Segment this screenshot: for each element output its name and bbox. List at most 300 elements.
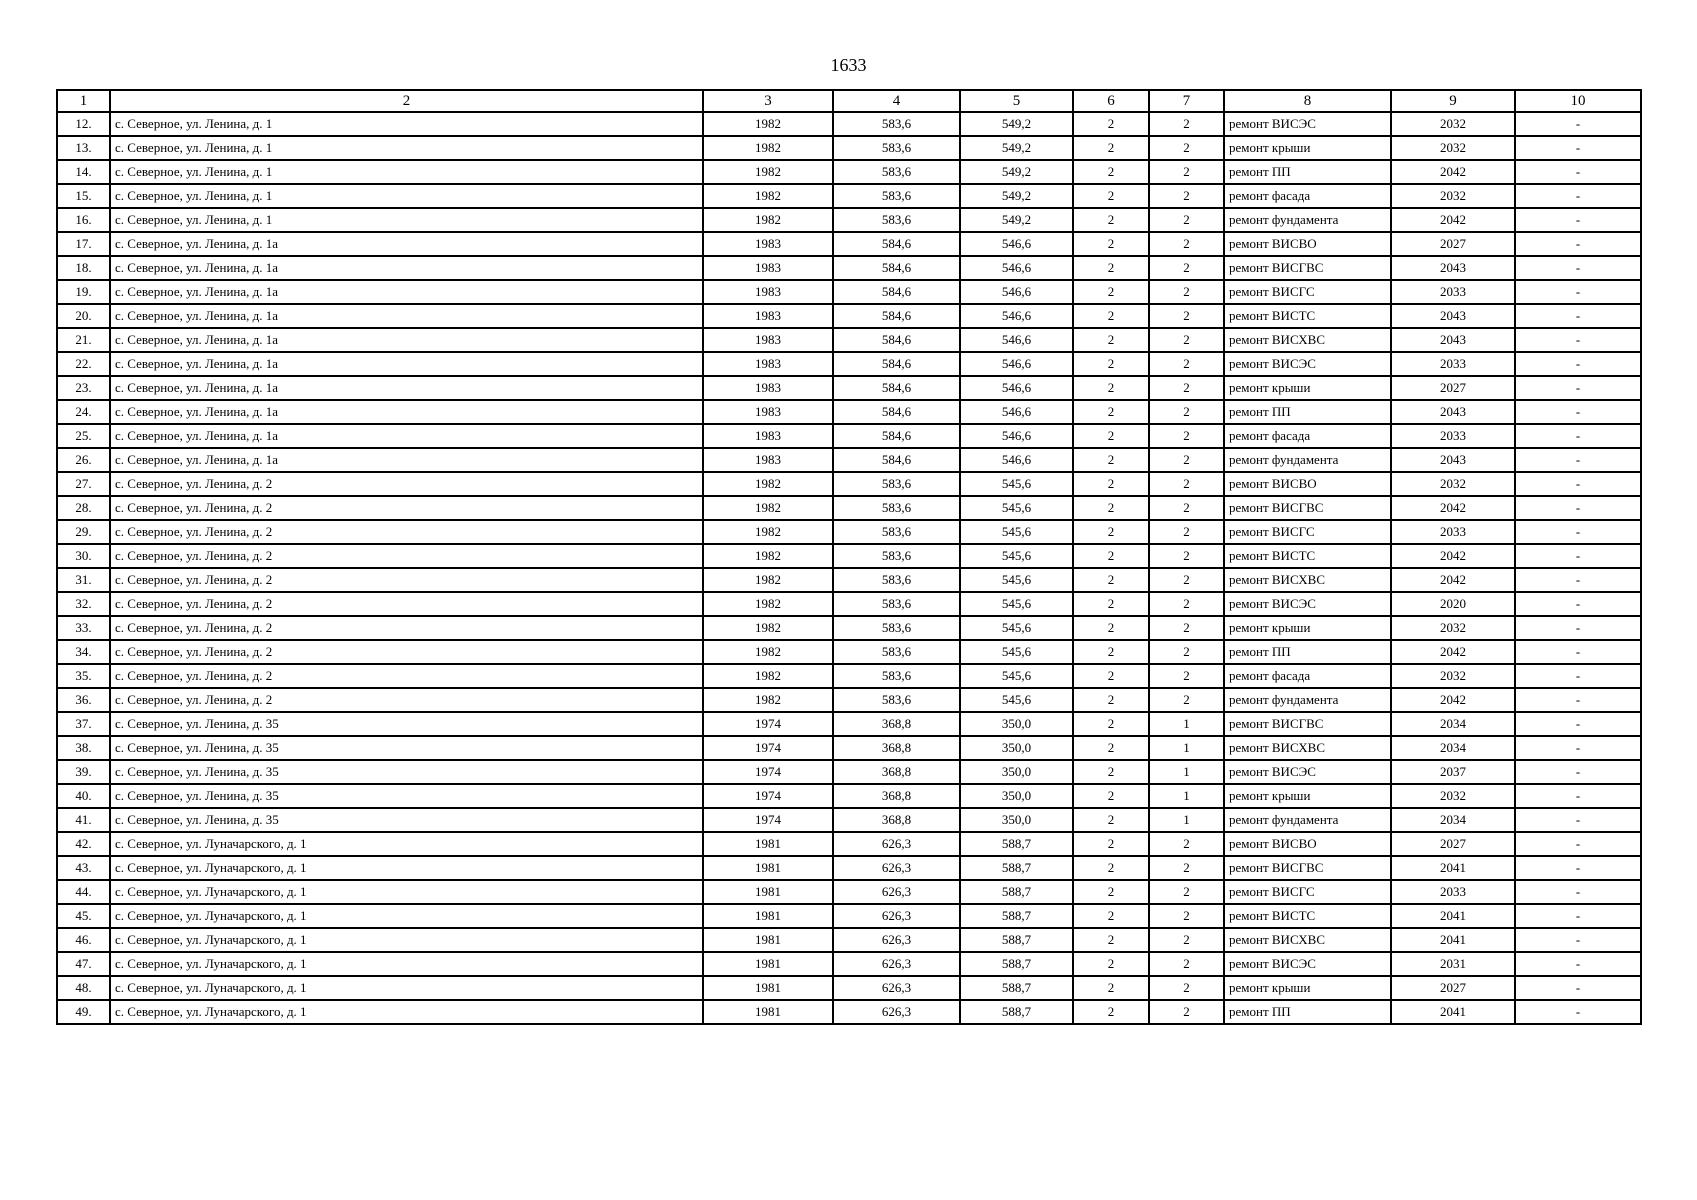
living-area-cell: 546,6 (960, 448, 1073, 472)
build-year-cell: 1982 (703, 544, 833, 568)
table-body (57, 112, 1641, 1024)
entrances-cell: 2 (1149, 928, 1224, 952)
floors-cell: 2 (1073, 208, 1149, 232)
note-cell: - (1515, 880, 1641, 904)
living-area-cell: 350,0 (960, 736, 1073, 760)
table-row (57, 520, 1641, 544)
column-header: 3 (703, 90, 833, 112)
build-year-cell: 1983 (703, 376, 833, 400)
total-area-cell: 584,6 (833, 424, 960, 448)
living-area-cell: 545,6 (960, 688, 1073, 712)
work-type-cell: ремонт ПП (1224, 400, 1391, 424)
row-number-cell: 48. (57, 976, 110, 1000)
table-row (57, 544, 1641, 568)
work-type-cell: ремонт ВИСТС (1224, 304, 1391, 328)
floors-cell: 2 (1073, 232, 1149, 256)
total-area-cell: 583,6 (833, 592, 960, 616)
entrances-cell: 2 (1149, 376, 1224, 400)
build-year-cell: 1982 (703, 616, 833, 640)
living-area-cell: 549,2 (960, 160, 1073, 184)
planned-year-cell: 2032 (1391, 472, 1515, 496)
planned-year-cell: 2033 (1391, 352, 1515, 376)
address-cell: с. Северное, ул. Луначарского, д. 1 (110, 832, 703, 856)
table-row (57, 712, 1641, 736)
planned-year-cell: 2027 (1391, 832, 1515, 856)
total-area-cell: 368,8 (833, 808, 960, 832)
build-year-cell: 1982 (703, 112, 833, 136)
work-type-cell: ремонт фасада (1224, 424, 1391, 448)
note-cell: - (1515, 952, 1641, 976)
floors-cell: 2 (1073, 136, 1149, 160)
build-year-cell: 1982 (703, 640, 833, 664)
living-area-cell: 546,6 (960, 352, 1073, 376)
living-area-cell: 545,6 (960, 640, 1073, 664)
living-area-cell: 588,7 (960, 976, 1073, 1000)
total-area-cell: 368,8 (833, 712, 960, 736)
row-number-cell: 24. (57, 400, 110, 424)
floors-cell: 2 (1073, 784, 1149, 808)
floors-cell: 2 (1073, 424, 1149, 448)
floors-cell: 2 (1073, 880, 1149, 904)
planned-year-cell: 2041 (1391, 904, 1515, 928)
row-number-cell: 46. (57, 928, 110, 952)
total-area-cell: 584,6 (833, 256, 960, 280)
row-number-cell: 34. (57, 640, 110, 664)
living-area-cell: 588,7 (960, 880, 1073, 904)
build-year-cell: 1981 (703, 928, 833, 952)
note-cell: - (1515, 472, 1641, 496)
note-cell: - (1515, 544, 1641, 568)
table-row (57, 448, 1641, 472)
build-year-cell: 1983 (703, 448, 833, 472)
note-cell: - (1515, 736, 1641, 760)
table-row (57, 568, 1641, 592)
build-year-cell: 1983 (703, 352, 833, 376)
row-number-cell: 33. (57, 616, 110, 640)
planned-year-cell: 2033 (1391, 424, 1515, 448)
note-cell: - (1515, 184, 1641, 208)
work-type-cell: ремонт крыши (1224, 976, 1391, 1000)
entrances-cell: 2 (1149, 472, 1224, 496)
row-number-cell: 49. (57, 1000, 110, 1024)
floors-cell: 2 (1073, 400, 1149, 424)
address-cell: с. Северное, ул. Луначарского, д. 1 (110, 880, 703, 904)
entrances-cell: 2 (1149, 568, 1224, 592)
living-area-cell: 588,7 (960, 832, 1073, 856)
work-type-cell: ремонт ВИСЭС (1224, 952, 1391, 976)
living-area-cell: 588,7 (960, 904, 1073, 928)
living-area-cell: 549,2 (960, 208, 1073, 232)
note-cell: - (1515, 928, 1641, 952)
entrances-cell: 2 (1149, 904, 1224, 928)
work-type-cell: ремонт крыши (1224, 616, 1391, 640)
entrances-cell: 2 (1149, 1000, 1224, 1024)
entrances-cell: 2 (1149, 856, 1224, 880)
total-area-cell: 583,6 (833, 112, 960, 136)
work-type-cell: ремонт ВИСХВС (1224, 928, 1391, 952)
planned-year-cell: 2042 (1391, 568, 1515, 592)
note-cell: - (1515, 712, 1641, 736)
total-area-cell: 583,6 (833, 640, 960, 664)
note-cell: - (1515, 232, 1641, 256)
total-area-cell: 626,3 (833, 880, 960, 904)
living-area-cell: 588,7 (960, 856, 1073, 880)
work-type-cell: ремонт ВИСХВС (1224, 568, 1391, 592)
table-row (57, 232, 1641, 256)
total-area-cell: 583,6 (833, 136, 960, 160)
entrances-cell: 2 (1149, 112, 1224, 136)
work-type-cell: ремонт фасада (1224, 664, 1391, 688)
address-cell: с. Северное, ул. Ленина, д. 2 (110, 640, 703, 664)
entrances-cell: 2 (1149, 208, 1224, 232)
floors-cell: 2 (1073, 928, 1149, 952)
note-cell: - (1515, 856, 1641, 880)
planned-year-cell: 2034 (1391, 712, 1515, 736)
table-row (57, 928, 1641, 952)
address-cell: с. Северное, ул. Ленина, д. 35 (110, 736, 703, 760)
table-row (57, 592, 1641, 616)
entrances-cell: 2 (1149, 280, 1224, 304)
address-cell: с. Северное, ул. Ленина, д. 1а (110, 280, 703, 304)
planned-year-cell: 2043 (1391, 448, 1515, 472)
work-type-cell: ремонт ВИСГС (1224, 880, 1391, 904)
note-cell: - (1515, 976, 1641, 1000)
address-cell: с. Северное, ул. Луначарского, д. 1 (110, 904, 703, 928)
entrances-cell: 2 (1149, 688, 1224, 712)
note-cell: - (1515, 760, 1641, 784)
total-area-cell: 584,6 (833, 352, 960, 376)
work-type-cell: ремонт ВИСВО (1224, 232, 1391, 256)
planned-year-cell: 2042 (1391, 640, 1515, 664)
work-type-cell: ремонт ВИСГВС (1224, 496, 1391, 520)
work-type-cell: ремонт крыши (1224, 376, 1391, 400)
total-area-cell: 626,3 (833, 904, 960, 928)
row-number-cell: 14. (57, 160, 110, 184)
note-cell: - (1515, 160, 1641, 184)
work-type-cell: ремонт ПП (1224, 1000, 1391, 1024)
work-type-cell: ремонт ПП (1224, 640, 1391, 664)
living-area-cell: 350,0 (960, 808, 1073, 832)
header-row (57, 90, 1641, 112)
build-year-cell: 1982 (703, 184, 833, 208)
build-year-cell: 1982 (703, 208, 833, 232)
note-cell: - (1515, 448, 1641, 472)
table-row (57, 688, 1641, 712)
build-year-cell: 1974 (703, 736, 833, 760)
total-area-cell: 583,6 (833, 160, 960, 184)
planned-year-cell: 2027 (1391, 376, 1515, 400)
planned-year-cell: 2034 (1391, 808, 1515, 832)
planned-year-cell: 2032 (1391, 184, 1515, 208)
work-type-cell: ремонт ВИСТС (1224, 904, 1391, 928)
floors-cell: 2 (1073, 568, 1149, 592)
address-cell: с. Северное, ул. Ленина, д. 1 (110, 112, 703, 136)
total-area-cell: 368,8 (833, 760, 960, 784)
table-row (57, 112, 1641, 136)
table-row (57, 640, 1641, 664)
address-cell: с. Северное, ул. Ленина, д. 35 (110, 760, 703, 784)
total-area-cell: 626,3 (833, 928, 960, 952)
entrances-cell: 1 (1149, 760, 1224, 784)
build-year-cell: 1983 (703, 280, 833, 304)
planned-year-cell: 2032 (1391, 112, 1515, 136)
row-number-cell: 39. (57, 760, 110, 784)
table-row (57, 136, 1641, 160)
note-cell: - (1515, 784, 1641, 808)
row-number-cell: 13. (57, 136, 110, 160)
column-header: 1 (57, 90, 110, 112)
work-type-cell: ремонт ВИСГВС (1224, 712, 1391, 736)
floors-cell: 2 (1073, 1000, 1149, 1024)
row-number-cell: 35. (57, 664, 110, 688)
column-header: 4 (833, 90, 960, 112)
row-number-cell: 18. (57, 256, 110, 280)
address-cell: с. Северное, ул. Ленина, д. 2 (110, 616, 703, 640)
floors-cell: 2 (1073, 904, 1149, 928)
living-area-cell: 545,6 (960, 664, 1073, 688)
row-number-cell: 43. (57, 856, 110, 880)
planned-year-cell: 2027 (1391, 232, 1515, 256)
work-type-cell: ремонт ВИСЭС (1224, 112, 1391, 136)
table-row (57, 736, 1641, 760)
row-number-cell: 32. (57, 592, 110, 616)
build-year-cell: 1974 (703, 760, 833, 784)
work-type-cell: ремонт фундамента (1224, 688, 1391, 712)
floors-cell: 2 (1073, 472, 1149, 496)
total-area-cell: 626,3 (833, 952, 960, 976)
entrances-cell: 2 (1149, 448, 1224, 472)
planned-year-cell: 2042 (1391, 496, 1515, 520)
note-cell: - (1515, 280, 1641, 304)
entrances-cell: 2 (1149, 592, 1224, 616)
planned-year-cell: 2043 (1391, 304, 1515, 328)
living-area-cell: 546,6 (960, 256, 1073, 280)
planned-year-cell: 2033 (1391, 520, 1515, 544)
floors-cell: 2 (1073, 376, 1149, 400)
floors-cell: 2 (1073, 184, 1149, 208)
entrances-cell: 2 (1149, 616, 1224, 640)
row-number-cell: 16. (57, 208, 110, 232)
note-cell: - (1515, 424, 1641, 448)
build-year-cell: 1982 (703, 592, 833, 616)
floors-cell: 2 (1073, 976, 1149, 1000)
living-area-cell: 546,6 (960, 280, 1073, 304)
work-type-cell: ремонт ВИСГВС (1224, 256, 1391, 280)
address-cell: с. Северное, ул. Ленина, д. 1а (110, 448, 703, 472)
total-area-cell: 584,6 (833, 232, 960, 256)
floors-cell: 2 (1073, 856, 1149, 880)
total-area-cell: 626,3 (833, 1000, 960, 1024)
note-cell: - (1515, 904, 1641, 928)
row-number-cell: 40. (57, 784, 110, 808)
entrances-cell: 2 (1149, 976, 1224, 1000)
work-type-cell: ремонт фасада (1224, 184, 1391, 208)
floors-cell: 2 (1073, 832, 1149, 856)
table-row (57, 256, 1641, 280)
build-year-cell: 1981 (703, 904, 833, 928)
floors-cell: 2 (1073, 520, 1149, 544)
row-number-cell: 17. (57, 232, 110, 256)
build-year-cell: 1983 (703, 328, 833, 352)
work-type-cell: ремонт ВИСЭС (1224, 592, 1391, 616)
floors-cell: 2 (1073, 160, 1149, 184)
note-cell: - (1515, 568, 1641, 592)
row-number-cell: 47. (57, 952, 110, 976)
total-area-cell: 583,6 (833, 472, 960, 496)
planned-year-cell: 2041 (1391, 928, 1515, 952)
note-cell: - (1515, 400, 1641, 424)
address-cell: с. Северное, ул. Ленина, д. 1а (110, 232, 703, 256)
work-type-cell: ремонт ВИСВО (1224, 832, 1391, 856)
column-header: 10 (1515, 90, 1641, 112)
address-cell: с. Северное, ул. Ленина, д. 1а (110, 376, 703, 400)
living-area-cell: 549,2 (960, 184, 1073, 208)
living-area-cell: 545,6 (960, 568, 1073, 592)
floors-cell: 2 (1073, 952, 1149, 976)
build-year-cell: 1982 (703, 664, 833, 688)
total-area-cell: 584,6 (833, 304, 960, 328)
table-row (57, 208, 1641, 232)
living-area-cell: 350,0 (960, 760, 1073, 784)
address-cell: с. Северное, ул. Ленина, д. 2 (110, 520, 703, 544)
table-row (57, 280, 1641, 304)
column-header: 9 (1391, 90, 1515, 112)
planned-year-cell: 2042 (1391, 160, 1515, 184)
build-year-cell: 1982 (703, 520, 833, 544)
row-number-cell: 45. (57, 904, 110, 928)
note-cell: - (1515, 592, 1641, 616)
build-year-cell: 1982 (703, 136, 833, 160)
entrances-cell: 2 (1149, 160, 1224, 184)
planned-year-cell: 2042 (1391, 208, 1515, 232)
work-type-cell: ремонт ВИСГС (1224, 280, 1391, 304)
row-number-cell: 44. (57, 880, 110, 904)
total-area-cell: 626,3 (833, 976, 960, 1000)
address-cell: с. Северное, ул. Ленина, д. 35 (110, 712, 703, 736)
living-area-cell: 545,6 (960, 616, 1073, 640)
entrances-cell: 2 (1149, 328, 1224, 352)
work-type-cell: ремонт ВИСТС (1224, 544, 1391, 568)
living-area-cell: 545,6 (960, 520, 1073, 544)
entrances-cell: 2 (1149, 496, 1224, 520)
planned-year-cell: 2033 (1391, 280, 1515, 304)
living-area-cell: 588,7 (960, 1000, 1073, 1024)
entrances-cell: 2 (1149, 184, 1224, 208)
living-area-cell: 546,6 (960, 328, 1073, 352)
floors-cell: 2 (1073, 712, 1149, 736)
note-cell: - (1515, 640, 1641, 664)
note-cell: - (1515, 256, 1641, 280)
entrances-cell: 2 (1149, 832, 1224, 856)
build-year-cell: 1983 (703, 400, 833, 424)
row-number-cell: 23. (57, 376, 110, 400)
entrances-cell: 2 (1149, 352, 1224, 376)
work-type-cell: ремонт ВИСХВС (1224, 328, 1391, 352)
total-area-cell: 584,6 (833, 280, 960, 304)
total-area-cell: 584,6 (833, 376, 960, 400)
total-area-cell: 583,6 (833, 664, 960, 688)
row-number-cell: 12. (57, 112, 110, 136)
entrances-cell: 2 (1149, 304, 1224, 328)
floors-cell: 2 (1073, 688, 1149, 712)
address-cell: с. Северное, ул. Луначарского, д. 1 (110, 1000, 703, 1024)
row-number-cell: 26. (57, 448, 110, 472)
total-area-cell: 368,8 (833, 784, 960, 808)
row-number-cell: 36. (57, 688, 110, 712)
table-row (57, 496, 1641, 520)
living-area-cell: 545,6 (960, 472, 1073, 496)
total-area-cell: 626,3 (833, 832, 960, 856)
planned-year-cell: 2042 (1391, 544, 1515, 568)
floors-cell: 2 (1073, 544, 1149, 568)
build-year-cell: 1974 (703, 784, 833, 808)
build-year-cell: 1982 (703, 568, 833, 592)
column-header: 8 (1224, 90, 1391, 112)
floors-cell: 2 (1073, 760, 1149, 784)
living-area-cell: 350,0 (960, 712, 1073, 736)
total-area-cell: 583,6 (833, 688, 960, 712)
address-cell: с. Северное, ул. Ленина, д. 2 (110, 568, 703, 592)
work-type-cell: ремонт ВИСГВС (1224, 856, 1391, 880)
living-area-cell: 545,6 (960, 496, 1073, 520)
note-cell: - (1515, 328, 1641, 352)
build-year-cell: 1983 (703, 232, 833, 256)
entrances-cell: 2 (1149, 520, 1224, 544)
address-cell: с. Северное, ул. Ленина, д. 1 (110, 160, 703, 184)
address-cell: с. Северное, ул. Ленина, д. 35 (110, 784, 703, 808)
build-year-cell: 1981 (703, 832, 833, 856)
floors-cell: 2 (1073, 496, 1149, 520)
floors-cell: 2 (1073, 256, 1149, 280)
note-cell: - (1515, 136, 1641, 160)
row-number-cell: 20. (57, 304, 110, 328)
work-type-cell: ремонт крыши (1224, 136, 1391, 160)
planned-year-cell: 2043 (1391, 328, 1515, 352)
floors-cell: 2 (1073, 592, 1149, 616)
planned-year-cell: 2032 (1391, 136, 1515, 160)
note-cell: - (1515, 688, 1641, 712)
work-type-cell: ремонт ВИСВО (1224, 472, 1391, 496)
work-type-cell: ремонт ВИСЭС (1224, 352, 1391, 376)
planned-year-cell: 2027 (1391, 976, 1515, 1000)
entrances-cell: 2 (1149, 424, 1224, 448)
note-cell: - (1515, 664, 1641, 688)
planned-year-cell: 2032 (1391, 784, 1515, 808)
living-area-cell: 350,0 (960, 784, 1073, 808)
total-area-cell: 626,3 (833, 856, 960, 880)
row-number-cell: 25. (57, 424, 110, 448)
build-year-cell: 1981 (703, 856, 833, 880)
table-row (57, 760, 1641, 784)
address-cell: с. Северное, ул. Ленина, д. 1а (110, 352, 703, 376)
table-row (57, 184, 1641, 208)
address-cell: с. Северное, ул. Ленина, д. 1 (110, 208, 703, 232)
address-cell: с. Северное, ул. Луначарского, д. 1 (110, 952, 703, 976)
planned-year-cell: 2034 (1391, 736, 1515, 760)
note-cell: - (1515, 352, 1641, 376)
planned-year-cell: 2020 (1391, 592, 1515, 616)
column-header: 7 (1149, 90, 1224, 112)
row-number-cell: 41. (57, 808, 110, 832)
row-number-cell: 28. (57, 496, 110, 520)
address-cell: с. Северное, ул. Ленина, д. 1 (110, 184, 703, 208)
address-cell: с. Северное, ул. Ленина, д. 1а (110, 256, 703, 280)
table-row (57, 472, 1641, 496)
living-area-cell: 588,7 (960, 928, 1073, 952)
total-area-cell: 584,6 (833, 400, 960, 424)
note-cell: - (1515, 304, 1641, 328)
note-cell: - (1515, 496, 1641, 520)
